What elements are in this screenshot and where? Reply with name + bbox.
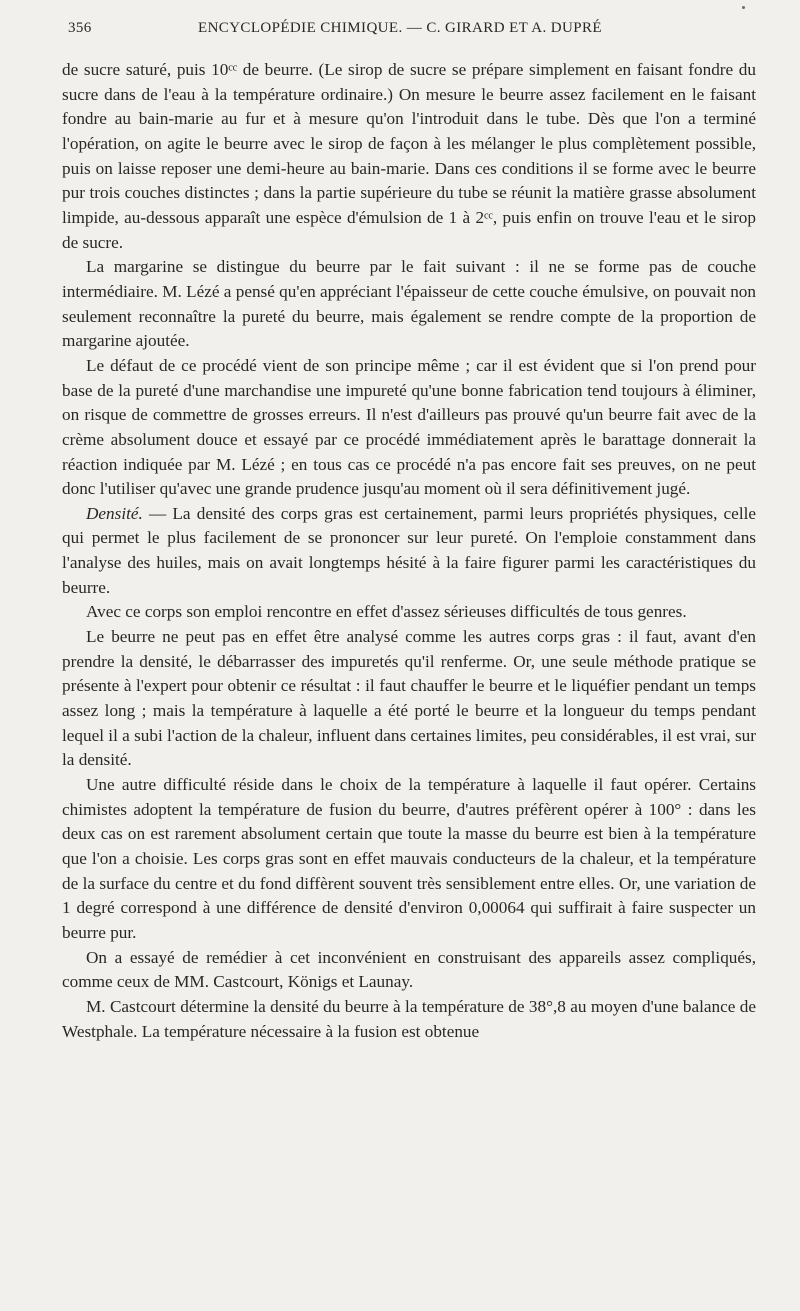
running-header	[62, 20, 754, 42]
page-number: 356	[68, 20, 92, 36]
paragraph-procede-defaut: Le défaut de ce procédé vient de son principe même ; car il est évident que si l'on prend pour base de la pureté d'une marchandise une impureté qu'une bonne fabrication tend toujours à éliminer, on risque de commettre de grosses erreurs. Il n'est d'ailleurs pas prouvé qu'un beurre fait avec de la crème absolument douce et essayé par ce procédé immédiatement après le barattage donnerait la réaction indiquée par M. Lézé ; en tous cas ce procédé n'a pas encore fait ses preuves, on ne peut donc l'utiliser qu'avec une grande prudence jusqu'au moment où il sera définitivement jugé.	[62, 355, 756, 499]
paragraph-densite-text: — La densité des corps gras est certainement, parmi leurs propriétés physiques, celle qui permet le plus facilement de se prononcer sur leur pureté. On l'emploie constamment dans l'analyse des huiles, mais on avait longtemps hésité à la faire figurer parmi les caractéristiques du beurre.	[62, 503, 756, 597]
section-lead-densite: Densité.	[86, 503, 143, 523]
paragraph-sirop-method: de sucre saturé, puis 10ᶜᶜ de beurre. (Le sirop de sucre se prépare simplement en faisant fondre du sucre dans de l'eau à la température ordinaire.) On mesure le beurre assez facilement en le faisant fondre au bain-marie au fur et à mesure qu'on l'introduit dans le tube. Dès que l'on a terminé l'opération, on agite le beurre avec le sirop de façon à les mélanger le plus complètement possible, puis on laisse reposer une demi-heure au bain-marie. Dans ces conditions il se forme avec le beurre pur trois couches distinctes ; dans la partie supérieure du tube se réunit la matière grasse absolument limpide, au-dessous apparaît une espèce d'émulsion de 1 à 2ᶜᶜ, puis enfin on trouve l'eau et le sirop de sucre.	[62, 60, 756, 252]
paragraph-impuretes: Le beurre ne peut pas en effet être analysé comme les autres corps gras : il faut, avant d'en prendre la densité, le débarrasser des impuretés qu'il renferme. Or, une seule méthode pratique se présente à l'expert pour obtenir ce résultat : il faut chauffer le beurre et le liquéfier pendant un temps assez long ; mais la température à laquelle a été porté le beurre et la longueur du temps pendant lequel il a subi l'action de la chaleur, influent dans certaines limites, peu considérables, il est vrai, sur la densité.	[62, 627, 756, 770]
body-text	[62, 58, 756, 1044]
paragraph-margarine: La margarine se distingue du beurre par le fait suivant : il ne se forme pas de couche intermédiaire. M. Lézé a pensé qu'en appréciant l'épaisseur de cette couche émulsive, on pouvait non seulement reconnaître la pureté du beurre, mais également se rendre compte de la proportion de margarine ajoutée.	[62, 257, 756, 351]
paragraph-temperature: Une autre difficulté réside dans le choix de la température à laquelle il faut opérer. Certains chimistes adoptent la température de fusion du beurre, d'autres préfèrent opérer à 100° : dans les deux cas on est rarement absolument certain que toute la masse du beurre est bien à la température que l'on a choisie. Les corps gras sont en effet mauvais conducteurs de la chaleur, et la température de la surface du centre et du fond diffèrent souvent très sensiblement entre elles. Or, une variation de 1 degré correspond à une différence de densité d'environ 0,00064 qui suffirait à faire suspecter un beurre pur.	[62, 775, 756, 942]
paragraph-castcourt: M. Castcourt détermine la densité du beurre à la température de 38°,8 au moyen d'une balance de Westphale. La température nécessaire à la fusion est obtenue	[62, 996, 756, 1041]
paragraph-appareils: On a essayé de remédier à cet inconvénient en construisant des appareils assez compliqués, comme ceux de MM. Castcourt, Königs et Launay.	[62, 947, 756, 992]
print-speck	[742, 6, 745, 9]
paragraph-difficultes: Avec ce corps son emploi rencontre en effet d'assez sérieuses difficultés de tous genres.	[86, 602, 687, 622]
running-title: ENCYCLOPÉDIE CHIMIQUE. — C. GIRARD ET A. DUPRÉ	[198, 20, 602, 36]
paragraph-densite	[62, 502, 756, 601]
